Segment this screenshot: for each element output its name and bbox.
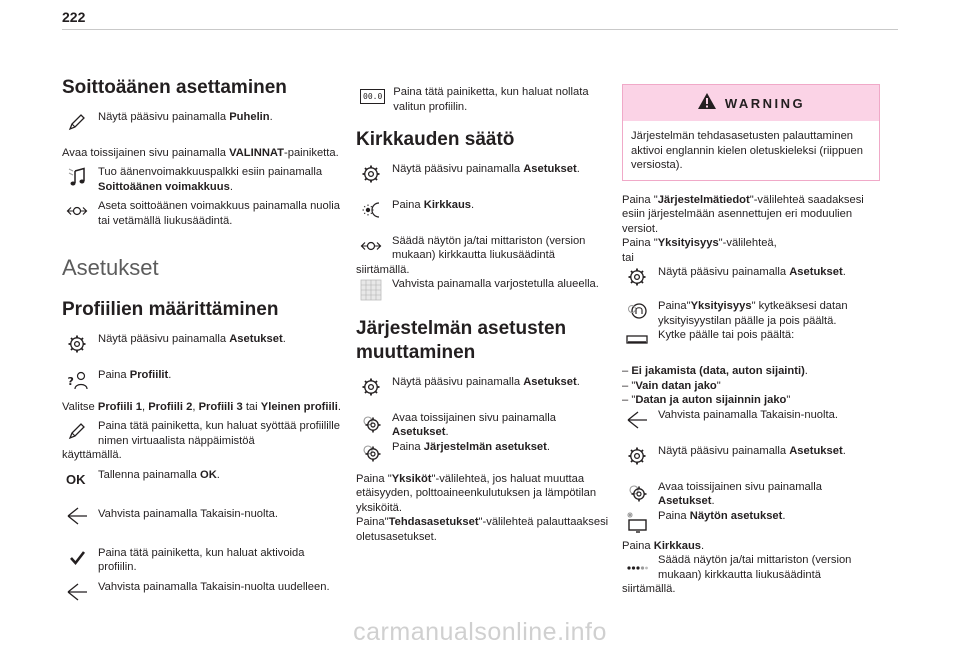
step-set-volume: Aseta soittoäänen voimakkuus painamalla nuolia tai vetämällä liukusäädintä. — [62, 199, 342, 228]
checkmark-icon — [66, 548, 88, 568]
privacy-icon — [626, 301, 648, 321]
gear-secondary-icon — [360, 413, 382, 433]
profiles-icon — [66, 370, 88, 390]
step-switch-on-off: Kytke päälle tai pois päältä: — [622, 328, 880, 350]
watermark: carmanualsonline.info — [353, 618, 607, 646]
para-display-move-slider: siirtämällä. — [622, 583, 676, 595]
step-display-secondary: Avaa toissijainen sivu painamalla Asetukset. — [622, 480, 880, 509]
column-3 — [622, 78, 880, 602]
para-brightness: Paina Kirkkaus. — [622, 539, 705, 552]
step-display-settings: Paina Näytön asetukset. — [622, 509, 880, 533]
option-data-only: – "Vain datan jako" — [622, 379, 721, 392]
brightness-icon — [360, 200, 382, 220]
option-no-sharing: – Ei jakamista (data, auton sijainti). — [622, 365, 808, 377]
gear-icon — [360, 377, 382, 397]
para-privacy-tab: Paina "Yksityisyys"-välilehteä, — [622, 237, 777, 249]
para-factory-reset: Paina"Tehdasasetukset"-välilehteä palauttaaksesi oletusasetukset. — [356, 516, 609, 543]
step-confirm-back: Vahvista painamalla Takaisin-nuolta. — [622, 408, 880, 430]
heading-system-settings-2: muuttaminen — [356, 342, 476, 363]
gear-icon — [626, 267, 648, 287]
para-system-info: Paina "Järjestelmätiedot"-välilehteä saadaksesi esiin järjestelmään asennettujen eri moduulien versiot. — [622, 193, 864, 235]
gear-icon — [66, 334, 88, 354]
phone-edit-icon — [66, 112, 88, 132]
heading-brightness: Kirkkauden säätö — [356, 129, 515, 150]
warning-header — [623, 85, 879, 121]
step-open-phone: Näytä pääsivu painamalla Puhelin. — [62, 110, 342, 132]
step-display-slider: Säädä näytön ja/tai mittariston (version mukaan) kirkkautta liukusäädintä — [622, 553, 880, 582]
step-privacy-main: Näytä pääsivu painamalla Asetukset. — [622, 265, 880, 287]
gear-icon — [360, 164, 382, 184]
para-units: Paina "Yksiköt"-välilehteä, jos haluat muuttaa etäisyyden, polttoaineenkulutuksen ja lämpötilan yksiköitä. — [356, 472, 597, 514]
step-privacy-toggle: Paina"Yksityisyys" kytkeäksesi datan yksityisyystilan päälle ja pois päältä. — [622, 299, 880, 328]
warning-text: Järjestelmän tehdasasetusten palauttaminen aktivoi englannin kielen oletuskieleksi (riippuen versiosta). — [631, 130, 863, 171]
pencil-icon — [66, 421, 88, 441]
step-system-secondary: Avaa toissijainen sivu painamalla Asetukset. — [356, 411, 614, 440]
gear-secondary-icon — [360, 442, 382, 462]
warning-box — [622, 84, 880, 181]
step-profile-name: Paina tätä painiketta, kun haluat syöttää profiilille nimen virtuaalista näppäimistöä — [62, 419, 342, 448]
reset-counter-icon: 00.0 — [360, 89, 385, 104]
music-note-icon — [66, 167, 88, 187]
column-1 — [62, 76, 342, 607]
column-2 — [356, 85, 614, 549]
ok-icon: OK — [66, 471, 86, 487]
warning-title: WARNING — [724, 95, 806, 111]
heading-ringtone: Soittoäänen asettaminen — [62, 77, 287, 98]
para-move-slider: siirtämällä. — [356, 263, 410, 276]
heading-settings: Asetukset — [62, 255, 159, 281]
step-system-main: Näytä pääsivu painamalla Asetukset. — [356, 375, 614, 397]
back-arrow-icon — [626, 410, 648, 430]
heading-profiles: Profiilien määrittäminen — [62, 298, 279, 320]
step-confirm-back-again: Vahvista painamalla Takaisin-nuolta uudelleen. — [62, 580, 342, 602]
option-data-and-location: – "Datan ja auton sijainnin jako" — [622, 394, 791, 406]
step-confirm-back: Vahvista painamalla Takaisin-nuolta. — [62, 504, 342, 526]
step-profiles: Paina Profiilit. — [62, 368, 342, 390]
step-brightness: Paina Kirkkaus. — [356, 198, 614, 220]
shaded-area-icon — [360, 279, 382, 301]
step-brightness-main: Näytä pääsivu painamalla Asetukset. — [356, 162, 614, 184]
step-reset-profile: 00.0 Paina tätä painiketta, kun haluat nollata valitun profiilin. — [356, 85, 614, 114]
para-options: Avaa toissijainen sivu painamalla VALINNAT-painiketta. — [62, 146, 339, 159]
para-keyboard: käyttämällä. — [62, 449, 122, 461]
warning-triangle-icon — [697, 92, 717, 115]
para-or: tai — [622, 251, 634, 264]
step-system-settings: Paina Järjestelmän asetukset. — [356, 440, 614, 462]
gear-icon — [626, 446, 648, 466]
step-display-main: Näytä pääsivu painamalla Asetukset. — [622, 444, 880, 466]
gear-secondary-icon — [626, 482, 648, 502]
step-ringtone-volume: Tuo äänenvoimakkuuspalkki esiin painamalla Soittoäänen voimakkuus. — [62, 165, 342, 194]
para-select-profile: Valitse Profiili 1, Profiili 2, Profiili 3 tai Yleinen profiili. — [62, 400, 341, 413]
page-number: 222 — [62, 9, 86, 25]
display-settings-icon — [626, 511, 648, 533]
heading-system-settings-1: Järjestelmän asetusten — [356, 318, 567, 340]
header-rule — [62, 29, 898, 30]
toggle-switch-icon — [626, 330, 648, 350]
step-shaded-area: Vahvista painamalla varjostetulla alueella. — [356, 277, 614, 301]
step-save-ok: OK Tallenna painamalla OK. — [62, 468, 342, 490]
step-profiles-main: Näytä pääsivu painamalla Asetukset. — [62, 332, 342, 354]
back-arrow-icon — [66, 582, 88, 602]
slider-arrows-icon — [360, 236, 382, 256]
brightness-dots-icon — [626, 555, 648, 575]
slider-arrows-icon — [66, 201, 88, 221]
back-arrow-icon — [66, 506, 88, 526]
step-activate-profile: Paina tätä painiketta, kun haluat aktivoida profiilin. — [62, 546, 342, 575]
step-brightness-slider: Säädä näytön ja/tai mittariston (version mukaan) kirkkautta liukusäädintä — [356, 234, 614, 263]
